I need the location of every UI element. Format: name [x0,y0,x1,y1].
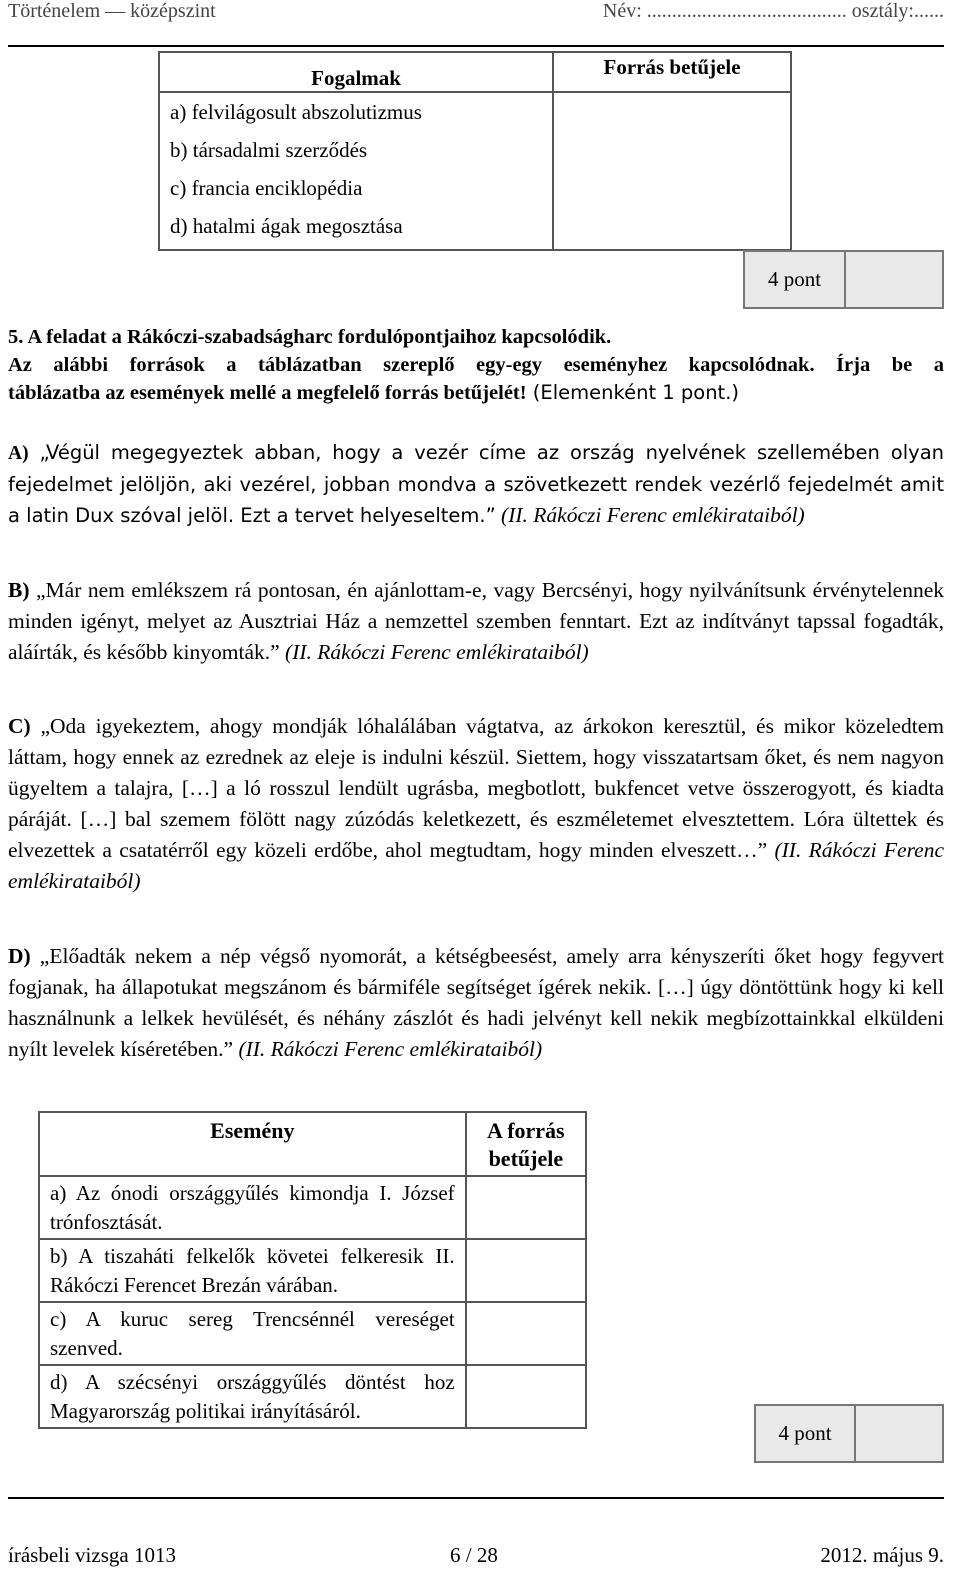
header-rule [8,45,944,47]
source-citation: (II. Rákóczi Ferenc emlékirataiból) [8,838,945,893]
event-item: d) A szécsényi országgyűlés döntést hoz Magyarország politikai irányításáról. [39,1365,466,1428]
source-text: „Oda igyekeztem, ahogy mondják lóhalálában vágtatva, az árkokon keresztül, és mikor közeledtem láttam, hogy ennek az ezrednek az eleje is indulni készül. Siettem, hogy visszatartsam őket, és nem nagyon ügyeltem a talajra, […] a ló rosszul lendült ugrásba, megbotlott, bukfencet vetve összerogyott, és kiadta páráját. […] bal szemem fölött nagy zúzódás keletkezett, és eszméletemet elvesztettem. Lóra ültettek és elvezettek a csatatérről egy közeli erdőbe, ahol megtudtam, hogy minden elveszett…” [8,714,944,862]
source-letter-col-header: A forrás betűjele [466,1112,586,1176]
source-a [8,437,944,531]
header-name-class: Név: ........................................ osztály:...... [602,0,944,22]
source-text: „Előadták nekem a nép végső nyomorát, a kétségbeesést, amely arra kényszeríti őket hogy fegyvert fogjanak, ha állapotukat megszánom és bármiféle segítséget ígérek nekik. […] úgy döntöttünk hogy ki kell használnunk a lelkek hevülését, és néhány zászlót és hadi jelvényt kell nekik megbízottainkkal elküldeni nyílt levelek kíséretében.” [8,944,944,1061]
footer-exam-code: írásbeli vizsga 1013 [8,1543,176,1567]
points-score-field[interactable] [856,1406,942,1461]
concept-item: d) hatalmi ágak megosztása [170,214,403,238]
event-item: a) Az ónodi országgyűlés kimondja I. József trónfosztását. [39,1176,466,1239]
task-5-line-2: Az alábbi források a táblázatban szereplő egy-egy eseményhez kapcsolódnak. Írja be a [8,354,944,376]
footer-page-number: 6 / 28 [450,1543,498,1567]
source-letter-col-header: Forrás betűjele [553,52,791,92]
source-c [8,711,944,897]
source-text: „Végül megegyeztek abban, hogy a vezér címe az ország nyelvének szellemében olyan fejedelmet jelöljön, aki vezérel, jobban mondva a szövetkezett rendek vezérlő fejedelmét amit a latin Dux szóval jelöl. Ezt a tervet helyeseltem.” [8,441,944,527]
footer-date: 2012. május 9. [820,1543,944,1567]
source-citation: (II. Rákóczi Ferenc emlékirataiból) [279,640,589,664]
event-table [38,1111,587,1429]
event-item: c) A kuruc sereg Trencsénnél vereséget szenved. [39,1302,466,1365]
source-d [8,941,944,1065]
source-letter-answer-cell[interactable] [553,92,791,250]
source-text: „Már nem emlékszem rá pontosan, én ajánlottam-e, vagy Bercsényi, hogy nyilvánítsunk érvénytelennek minden igényt, melyet az Ausztriai Ház a nemzettel szemben fenntart. Ezt az indítványt tapssal fogadták, aláírták, és később kinyomták.” [8,578,944,664]
event-answer-cell[interactable] [466,1176,586,1239]
points-box [743,250,944,309]
header-subject: Történelem — középszint [8,0,216,22]
event-col-header: Esemény [39,1112,466,1176]
task-5-title: 5. A feladat a Rákóczi-szabadságharc fordulópontjaihoz kapcsolódik. [8,326,612,348]
source-letter: D) [8,944,31,968]
event-answer-cell[interactable] [466,1239,586,1302]
concept-list-cell [159,92,553,250]
concept-item: b) társadalmi szerződés [170,138,368,162]
task-5-line-3: táblázatba az események mellé a megfelelő forrás betűjelét! (Elemenként 1 pont.) [8,381,740,404]
concept-item: a) felvilágosult abszolutizmus [170,100,422,124]
source-citation: (II. Rákóczi Ferenc emlékirataiból) [233,1037,543,1061]
task-5-instructions [8,323,944,407]
points-score-field[interactable] [846,252,942,307]
event-item: b) A tiszaháti felkelők követei felkeresik II. Rákóczi Ferencet Brezán várában. [39,1239,466,1302]
source-letter: C) [8,714,31,738]
points-box [754,1404,944,1463]
concept-col-header: Fogalmak [159,52,553,92]
source-b [8,575,944,668]
points-label: 4 pont [745,252,846,307]
concept-item: c) francia enciklopédia [170,176,363,200]
source-citation: (II. Rákóczi Ferenc emlékirataiból) [495,503,805,527]
points-label: 4 pont [756,1406,856,1461]
event-answer-cell[interactable] [466,1302,586,1365]
source-letter: B) [8,578,30,602]
concept-table [158,51,792,251]
source-letter: A) [8,443,29,464]
footer-rule [8,1497,944,1499]
event-answer-cell[interactable] [466,1365,586,1428]
